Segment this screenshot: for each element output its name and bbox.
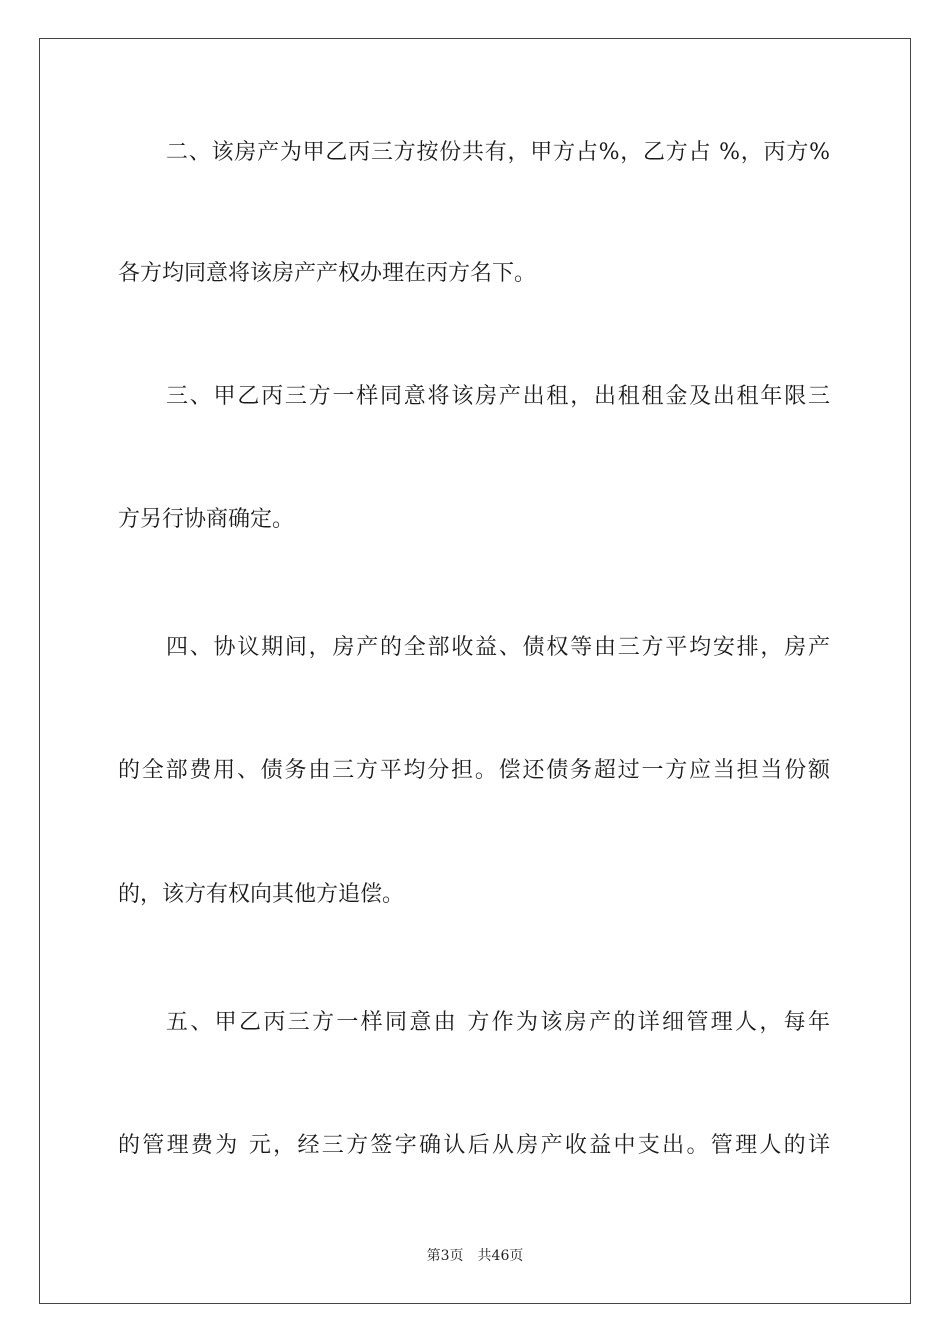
- page-footer: [0, 1247, 950, 1265]
- paragraph-line: 五、甲乙丙三方一样同意由 方作为该房产的详细管理人，每年: [166, 1010, 830, 1035]
- page-number: 第3页: [426, 1248, 464, 1264]
- page-total: 共46页: [477, 1248, 524, 1264]
- paragraph-line: 的，该方有权向其他方追偿。: [118, 882, 405, 907]
- paragraph-line: 的管理费为 元，经三方签字确认后从房产收益中支出。管理人的详: [118, 1133, 830, 1158]
- paragraph-line: 的全部费用、债务由三方平均分担。偿还债务超过一方应当担当份额: [118, 758, 830, 783]
- paragraph-line: 方另行协商确定。: [118, 507, 295, 532]
- paragraph-line: 四、协议期间，房产的全部收益、债权等由三方平均安排，房产: [166, 635, 830, 660]
- paragraph-line: 各方均同意将该房产产权办理在丙方名下。: [118, 261, 537, 286]
- page-border: [39, 38, 911, 1304]
- paragraph-line: 二、该房产为甲乙丙三方按份共有，甲方占%，乙方占 %，丙方%: [166, 140, 830, 165]
- paragraph-line: 三、甲乙丙三方一样同意将该房产出租，出租租金及出租年限三: [166, 384, 830, 409]
